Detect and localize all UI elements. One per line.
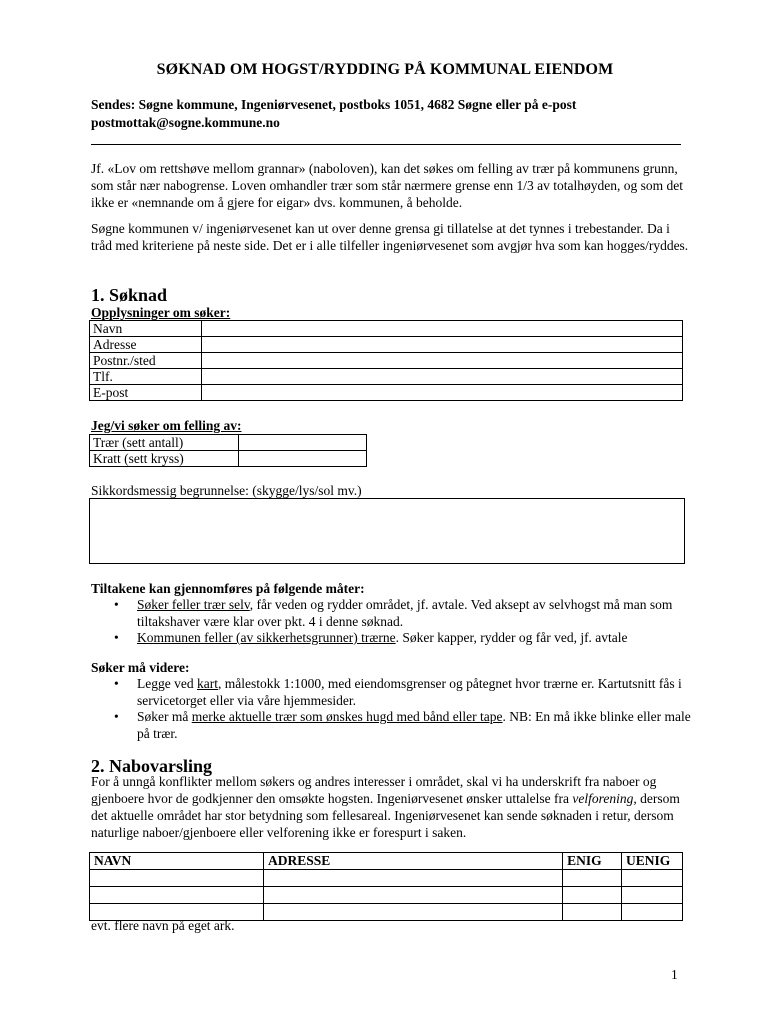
intro-paragraph-2: Søgne kommunen v/ ingeniørvesenet kan ut over denne grensa gi tillatelse at det tynnes i trebestander. Da i tråd med kriteriene på neste side. Det er i alle tilfeller ingeniørvesenet som avgjør hva som kan hogges/ryddes.: [91, 221, 689, 253]
field-input-traer[interactable]: [239, 435, 367, 451]
field-input-kratt[interactable]: [239, 451, 367, 467]
cell-uenig[interactable]: [622, 870, 683, 887]
column-header-uenig: UENIG: [622, 853, 683, 870]
table-row: [90, 321, 683, 337]
send-to-info: [91, 96, 691, 131]
send-to-email[interactable]: postmottak@sogne.kommune.no: [91, 114, 280, 130]
field-label-navn: Navn: [90, 321, 202, 337]
reason-textbox[interactable]: [89, 498, 685, 564]
cell-adresse[interactable]: [263, 904, 562, 921]
section-heading-nabovarsling: 2. Nabovarsling: [91, 756, 213, 776]
measures-list: [91, 597, 691, 647]
page-number: 1: [671, 967, 678, 982]
table-row: [90, 337, 683, 353]
column-header-adresse: ADRESSE: [263, 853, 562, 870]
felling-table: [89, 434, 367, 467]
field-input-epost[interactable]: [202, 385, 683, 401]
measures-heading: Tiltakene kan gjennomføres på følgende måter:: [91, 581, 365, 596]
table-row: [90, 369, 683, 385]
cell-enig[interactable]: [563, 887, 622, 904]
neighbor-text-post: , dersom det aktuelle området har stor betydning som fellesareal. Ingeniørvesenet kan sende søknaden i retur, dersom naturlige naboer/gjenboere eller velforening ikke er forespurt i saken.: [91, 791, 680, 840]
cell-adresse[interactable]: [263, 870, 562, 887]
list-item: [91, 630, 691, 647]
cell-enig[interactable]: [563, 870, 622, 887]
field-label-adresse: Adresse: [90, 337, 202, 353]
table-row: [90, 887, 683, 904]
reason-label: Sikkordsmessig begrunnelse: (skygge/lys/sol mv.): [91, 483, 362, 498]
cell-enig[interactable]: [563, 904, 622, 921]
requirements-heading: Søker må videre:: [91, 660, 190, 675]
cell-adresse[interactable]: [263, 887, 562, 904]
field-label-tlf: Tlf.: [90, 369, 202, 385]
requirement-text: , målestokk 1:1000, med eiendomsgrenser og påtegnet hvor trærne er. Kartutsnitt fås i servicetorget eller via våre hjemmesider.: [137, 676, 682, 708]
divider: [91, 144, 681, 145]
measure-underlined: Kommunen feller (av sikkerhetsgrunner) trærne: [137, 630, 396, 645]
list-item: [91, 709, 691, 742]
applicant-info-table: [89, 320, 683, 401]
field-label-postnr: Postnr./sted: [90, 353, 202, 369]
field-input-adresse[interactable]: [202, 337, 683, 353]
field-input-navn[interactable]: [202, 321, 683, 337]
measure-text: . Søker kapper, rydder og får ved, jf. avtale: [395, 630, 628, 645]
extra-names-note: evt. flere navn på eget ark.: [91, 918, 235, 933]
requirement-text: . NB: En må ikke blinke eller male på trær.: [137, 709, 691, 741]
column-header-navn: NAVN: [90, 853, 264, 870]
requirements-list: [91, 676, 691, 742]
section-heading-soknad: 1. Søknad: [91, 285, 168, 305]
bullet-icon: •: [114, 676, 119, 691]
neighbor-table: [89, 852, 683, 921]
cell-navn[interactable]: [90, 887, 264, 904]
requirement-pre: Søker må: [137, 709, 192, 724]
measure-underlined: Søker feller trær selv: [137, 597, 250, 612]
bullet-icon: •: [114, 597, 119, 612]
cell-uenig[interactable]: [622, 887, 683, 904]
requirement-underlined: kart: [196, 676, 218, 691]
bullet-icon: •: [114, 709, 119, 724]
field-label-epost: E-post: [90, 385, 202, 401]
neighbor-text-pre: For å unngå konflikter mellom søkers og andres interesser i området, skal vi ha underskrift fra naboer og gjenboere hvor de godkjenner den omsøkte hogsten. Ingeniørvesenet ønsker uttalelse fra: [91, 774, 657, 806]
list-item: [91, 597, 691, 630]
requirement-underlined: merke aktuelle trær som ønskes hugd med bånd eller tape: [191, 709, 503, 724]
table-header-row: [90, 853, 683, 870]
applicant-info-heading: Opplysninger om søker:: [91, 305, 231, 320]
table-row: [90, 870, 683, 887]
send-to-address: Sendes: Søgne kommune, Ingeniørvesenet, postboks 1051, 4682 Søgne eller på e-post: [91, 97, 577, 112]
cell-navn[interactable]: [90, 870, 264, 887]
requirement-pre: Legge ved: [137, 676, 197, 691]
field-label-traer: Trær (sett antall): [90, 435, 239, 451]
cell-uenig[interactable]: [622, 904, 683, 921]
list-item: [91, 676, 691, 709]
column-header-enig: ENIG: [563, 853, 622, 870]
page-title: SØKNAD OM HOGST/RYDDING PÅ KOMMUNAL EIENDOM: [156, 61, 614, 78]
table-row: [90, 353, 683, 369]
table-row: [90, 435, 367, 451]
field-input-postnr[interactable]: [202, 353, 683, 369]
table-row: [90, 451, 367, 467]
neighbor-paragraph: [91, 773, 691, 841]
measure-text: , får veden og rydder området, jf. avtale. Ved aksept av selvhogst må man som tiltakshaver være klar over pkt. 4 i denne søknad.: [137, 597, 673, 629]
neighbor-text-italic: velforening: [572, 791, 634, 806]
bullet-icon: •: [114, 630, 119, 645]
felling-heading: Jeg/vi søker om felling av:: [91, 418, 242, 433]
intro-paragraph-1: Jf. «Lov om rettshøve mellom grannar» (naboloven), kan det søkes om felling av trær på kommunens grunn, som står nær nabogrense. Loven omhandler trær som står nærmere grense enn 1/3 av totalhøyden, og som det ikke er «nemnande om å gjere for eigar» dvs. kommunen, å beholde.: [91, 161, 683, 210]
table-row: [90, 385, 683, 401]
field-label-kratt: Kratt (sett kryss): [90, 451, 239, 467]
field-input-tlf[interactable]: [202, 369, 683, 385]
